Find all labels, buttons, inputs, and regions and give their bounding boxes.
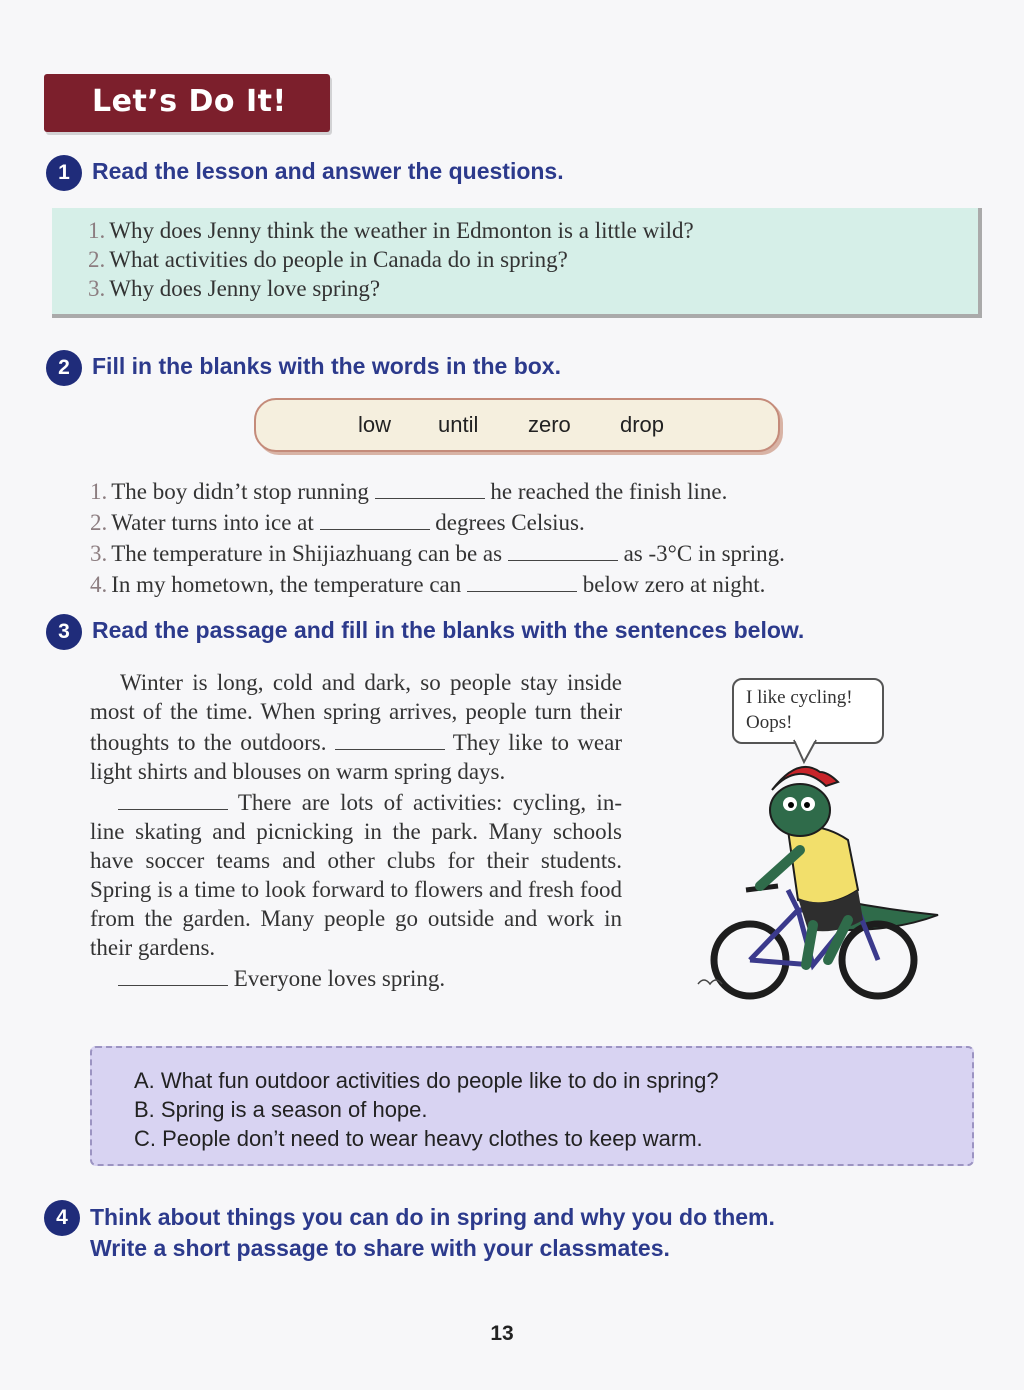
question-number: 1.: [88, 218, 106, 243]
question-number: 2.: [88, 247, 106, 272]
item-number: 2.: [90, 510, 108, 535]
answer-blank[interactable]: [118, 786, 228, 810]
question-item: [88, 245, 694, 274]
bubble-line-2: Oops!: [746, 712, 793, 733]
section-3-heading: Read the passage and fill in the blanks with the sentences below.: [92, 617, 805, 643]
passage-text: Everyone loves spring.: [233, 966, 446, 991]
item-number: 4.: [90, 572, 108, 597]
answer-blank[interactable]: [335, 726, 445, 750]
answer-blank[interactable]: [118, 962, 228, 986]
item-text-before: The boy didn’t stop running: [111, 479, 369, 504]
section-banner: [44, 74, 330, 132]
word-box: [254, 398, 780, 452]
section-4-line-2: Write a short passage to share with your classmates.: [90, 1235, 670, 1261]
question-text: Why does Jenny think the weather in Edmonton is a little wild?: [109, 218, 694, 243]
item-number: 3.: [90, 541, 108, 566]
banner-title: Let’s Do It!: [92, 84, 287, 119]
question-item: [88, 216, 694, 245]
choice-item: B. Spring is a season of hope.: [134, 1097, 428, 1122]
fill-blank-item: [90, 506, 785, 537]
section-4-number: 4: [44, 1200, 80, 1236]
fill-blank-list: [90, 475, 785, 599]
question-list: [88, 216, 694, 303]
item-text-before: In my hometown, the temperature can: [111, 572, 462, 597]
fill-blank-item: [90, 568, 785, 599]
answer-blank[interactable]: [467, 568, 577, 592]
passage-paragraph: [90, 668, 622, 786]
item-text-before: The temperature in Shijiazhuang can be as: [111, 541, 503, 566]
section-2-heading: Fill in the blanks with the words in the box.: [92, 353, 561, 379]
question-number: 3.: [88, 276, 106, 301]
choice-item: A. What fun outdoor activities do people like to do in spring?: [134, 1068, 719, 1093]
fill-blank-item: [90, 475, 785, 506]
word-zero: zero: [528, 412, 571, 437]
passage-paragraph: [90, 786, 622, 962]
section-3-number: 3: [46, 614, 82, 650]
word-drop: drop: [620, 412, 665, 437]
section-1-heading: Read the lesson and answer the questions.: [92, 158, 564, 184]
answer-blank[interactable]: [508, 537, 618, 561]
section-4-line-1: Think about things you can do in spring and why you do them.: [90, 1204, 775, 1230]
item-text-after: degrees Celsius.: [435, 510, 585, 535]
choice-item: C. People don’t need to wear heavy clothes to keep warm.: [134, 1126, 703, 1151]
passage-text: They like to wear light shirts and blouses on warm spring days.: [90, 730, 622, 784]
dinosaur-cyclist-icon: [688, 760, 948, 1020]
choice-list: [134, 1066, 719, 1153]
passage-text: Winter is long, cold and dark, so people stay inside most of the time. When spring arrives, people turn their thoughts to the outdoors.: [90, 670, 622, 755]
bubble-line-1: I like cycling!: [746, 687, 853, 708]
question-item: [88, 274, 694, 303]
item-number: 1.: [90, 479, 108, 504]
item-text-before: Water turns into ice at: [111, 510, 314, 535]
word-low: low: [358, 412, 392, 437]
reading-passage: [90, 668, 622, 993]
question-box: [52, 208, 982, 318]
question-text: Why does Jenny love spring?: [109, 276, 381, 301]
answer-choices-box: [90, 1046, 974, 1166]
speech-bubble: [732, 678, 884, 744]
page-number: 13: [490, 1322, 514, 1345]
answer-blank[interactable]: [320, 506, 430, 530]
passage-text: There are lots of activities: cycling, in-line skating and picnicking in the park. Many schools have soccer teams and other clubs for their students. Spring is a time to look forward to flowers and fresh food from the garden. Many people go outside and work in their gardens.: [90, 790, 622, 960]
item-text-after: he reached the finish line.: [490, 479, 728, 504]
answer-blank[interactable]: [375, 475, 485, 499]
word-until: until: [438, 412, 479, 437]
fill-blank-item: [90, 537, 785, 568]
item-text-after: below zero at night.: [582, 572, 766, 597]
question-text: What activities do people in Canada do in spring?: [109, 247, 568, 272]
item-text-after: as -3°C in spring.: [623, 541, 785, 566]
section-2-number: 2: [46, 350, 82, 386]
passage-paragraph: [90, 962, 622, 993]
section-1-number: 1: [46, 155, 82, 191]
